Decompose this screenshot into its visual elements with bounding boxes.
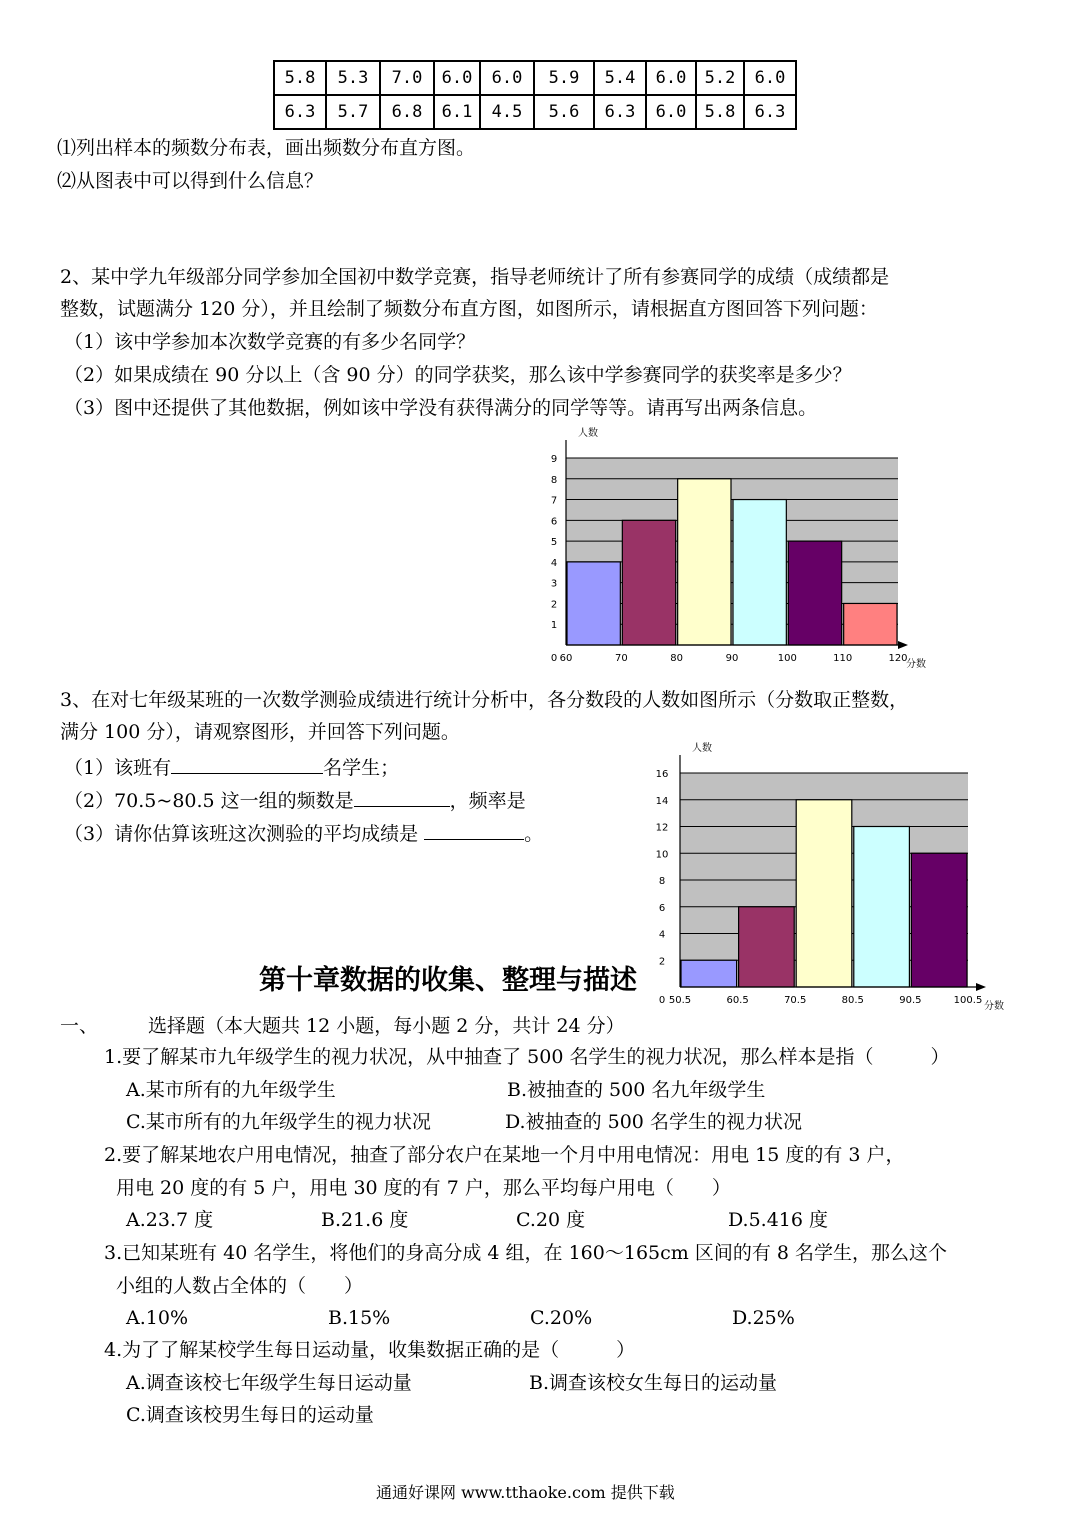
mc4-stem: 4.为了了解某校学生每日运动量，收集数据正确的是（ ） xyxy=(104,1339,636,1361)
mc4-option-c: C.调查该校男生每日的运动量 xyxy=(126,1404,374,1426)
table-cell: 5.2 xyxy=(696,61,744,95)
table-cell: 5.8 xyxy=(274,61,326,95)
y-tick-label: 5 xyxy=(550,537,558,549)
table-cell: 5.9 xyxy=(534,61,594,95)
y-tick-label: 10 xyxy=(655,849,669,861)
histogram-bar xyxy=(567,562,620,645)
mc3-stem-cont: 小组的人数占全体的（ ） xyxy=(116,1275,364,1297)
table-cell: 5.8 xyxy=(696,95,744,129)
mc2-option-b: B.21.6 度 xyxy=(321,1209,409,1231)
q3-line1: 3、在对七年级某班的一次数学测验成绩进行统计分析中，各分数段的人数如图所示（分数取正整数， xyxy=(60,689,909,711)
answer-blank[interactable] xyxy=(354,786,450,807)
mc3-option-d: D.25% xyxy=(732,1307,795,1329)
table-cell: 6.0 xyxy=(480,61,534,95)
mc2-stem: 2.要了解某地农户用电情况，抽查了部分农户在某地一个月中用电情况：用电 15 度的有 3 户， xyxy=(104,1144,905,1166)
x-tick-label: 90 xyxy=(725,653,739,664)
y-tick-label: 2 xyxy=(658,956,666,968)
q2-line2: 整数，试题满分 120 分），并且绘制了频数分布直方图，如图所示，请根据直方图回答下列问题： xyxy=(60,298,878,320)
table-cell: 6.0 xyxy=(646,61,696,95)
x-axis-label: 分数 xyxy=(984,1001,1004,1012)
q3-sub3-prefix: （3）请你估算该班这次测验的平均成绩是 xyxy=(64,823,419,845)
x-tick-label: 60 xyxy=(559,653,573,664)
y-tick-label: 7 xyxy=(550,495,558,507)
x-tick-label: 70 xyxy=(614,653,628,664)
section-heading: 选择题（本大题共 12 小题，每小题 2 分，共计 24 分） xyxy=(148,1015,625,1037)
y-axis-label: 人数 xyxy=(692,743,712,754)
table-cell: 6.0 xyxy=(434,61,480,95)
mc3-stem: 3.已知某班有 40 名学生，将他们的身高分成 4 组，在 160～165cm 区间的有 8 名学生，那么这个 xyxy=(104,1242,947,1264)
y-axis-label: 人数 xyxy=(578,428,598,439)
q1-part1: ⑴列出样本的频数分布表，画出频数分布直方图。 xyxy=(57,137,476,159)
mc2-option-c: C.20 度 xyxy=(516,1209,586,1231)
q3-sub1 xyxy=(64,753,399,780)
y-tick-label: 4 xyxy=(658,929,666,941)
x-tick-label: 100.5 xyxy=(953,995,983,1006)
x-tick-label: 70.5 xyxy=(784,995,807,1006)
mc2-option-a: A.23.7 度 xyxy=(126,1209,214,1231)
mc2-stem-cont: 用电 20 度的有 5 户，用电 30 度的有 7 户，那么平均每户用电（ ） xyxy=(116,1177,731,1199)
mc1-option-c: C.某市所有的九年级学生的视力状况 xyxy=(126,1111,431,1133)
y-tick-label: 1 xyxy=(550,620,558,632)
y-tick-label: 8 xyxy=(658,876,666,887)
answer-blank[interactable] xyxy=(171,753,323,774)
mc1-option-b: B.被抽查的 500 名九年级学生 xyxy=(507,1079,766,1101)
mc3-option-a: A.10% xyxy=(126,1307,188,1329)
table-cell: 5.6 xyxy=(534,95,594,129)
table-cell: 6.1 xyxy=(434,95,480,129)
section-number: 一、 xyxy=(60,1015,99,1037)
table-cell: 5.3 xyxy=(326,61,380,95)
mc4-option-b: B.调查该校女生每日的运动量 xyxy=(529,1372,778,1394)
q1-part2: ⑵从图表中可以得到什么信息？ xyxy=(57,170,324,192)
table-cell: 5.7 xyxy=(326,95,380,129)
histogram-bar xyxy=(844,603,897,645)
q3-sub1-prefix: （1）该班有 xyxy=(64,757,172,779)
y-tick-label: 3 xyxy=(550,578,558,590)
chapter-title: 第十章数据的收集、整理与描述 xyxy=(259,965,637,996)
mc1-stem: 1.要了解某市九年级学生的视力状况，从中抽查了 500 名学生的视力状况，那么样本是指（ ） xyxy=(104,1046,950,1068)
histogram-bar xyxy=(678,479,731,645)
mc1-option-a: A.某市所有的九年级学生 xyxy=(126,1079,336,1101)
y-tick-label: 0 xyxy=(658,995,666,1006)
y-tick-label: 2 xyxy=(550,599,558,611)
y-tick-label: 16 xyxy=(655,769,669,780)
x-tick-label: 90.5 xyxy=(899,995,922,1006)
y-tick-label: 8 xyxy=(550,474,558,486)
y-tick-label: 4 xyxy=(550,557,558,569)
x-axis-arrow xyxy=(898,641,908,649)
histogram-bar xyxy=(733,500,786,645)
table-cell: 6.0 xyxy=(646,95,696,129)
q2-line1: 2、某中学九年级部分同学参加全国初中数学竞赛，指导老师统计了所有参赛同学的成绩（成绩都是 xyxy=(60,266,890,288)
q3-sub3 xyxy=(64,819,543,846)
y-tick-label: 0 xyxy=(550,653,558,664)
q3-sub3-suffix: 。 xyxy=(524,823,544,845)
x-tick-label: 120 xyxy=(888,653,908,664)
table-cell: 6.3 xyxy=(274,95,326,129)
table-cell: 6.8 xyxy=(380,95,434,129)
footer-credit: 通通好课网 www.tthaoke.com 提供下载 xyxy=(376,1483,675,1502)
mc3-option-c: C.20% xyxy=(530,1307,593,1329)
x-axis-arrow xyxy=(976,983,986,991)
x-tick-label: 80 xyxy=(670,653,684,664)
table-cell: 4.5 xyxy=(480,95,534,129)
x-tick-label: 110 xyxy=(833,653,853,664)
mc2-option-d: D.5.416 度 xyxy=(728,1209,829,1231)
y-tick-label: 6 xyxy=(658,902,666,914)
histogram-bar xyxy=(911,853,967,987)
table-cell: 6.0 xyxy=(744,61,796,95)
x-axis-label: 分数 xyxy=(906,659,926,670)
table-cell: 6.3 xyxy=(744,95,796,129)
x-tick-label: 50.5 xyxy=(668,995,692,1006)
histogram-bar xyxy=(739,907,795,987)
answer-blank[interactable] xyxy=(424,819,524,840)
table-cell: 5.4 xyxy=(594,61,646,95)
q2-sub2: （2）如果成绩在 90 分以上（含 90 分）的同学获奖，那么该中学参赛同学的获奖率是多少？ xyxy=(64,364,852,386)
histogram-chart-2 xyxy=(648,735,1028,1018)
q3-line2: 满分 100 分），请观察图形，并回答下列问题。 xyxy=(60,721,460,743)
histogram-bar xyxy=(681,960,737,987)
histogram-bar xyxy=(854,827,910,988)
x-tick-label: 60.5 xyxy=(726,995,749,1006)
q3-sub2-prefix: （2）70.5~80.5 这一组的频数是 xyxy=(64,790,354,812)
mc3-option-b: B.15% xyxy=(328,1307,391,1329)
table-cell: 7.0 xyxy=(380,61,434,95)
x-tick-label: 100 xyxy=(777,653,797,664)
histogram-bar xyxy=(788,541,841,645)
q2-sub1: （1）该中学参加本次数学竞赛的有多少名同学？ xyxy=(64,331,476,353)
table-row xyxy=(274,95,796,129)
y-tick-label: 14 xyxy=(655,795,669,807)
histogram-bar xyxy=(622,520,675,645)
y-tick-label: 9 xyxy=(550,454,558,465)
q3-sub2 xyxy=(64,786,526,813)
table-row xyxy=(274,61,796,95)
mc1-option-d: D.被抽查的 500 名学生的视力状况 xyxy=(505,1111,802,1133)
y-tick-label: 12 xyxy=(655,822,669,834)
histogram-bar xyxy=(796,800,852,987)
table-cell: 6.3 xyxy=(594,95,646,129)
q2-sub3: （3）图中还提供了其他数据，例如该中学没有获得满分的同学等等。请再写出两条信息。 xyxy=(64,397,818,419)
data-table xyxy=(273,60,797,130)
q3-sub1-suffix: 名学生； xyxy=(323,757,400,779)
q3-sub2-suffix: ，频率是 xyxy=(449,790,526,812)
histogram-chart-1 xyxy=(540,425,950,670)
y-tick-label: 6 xyxy=(550,516,558,528)
x-tick-label: 80.5 xyxy=(841,995,864,1006)
mc4-option-a: A.调查该校七年级学生每日运动量 xyxy=(126,1372,412,1394)
